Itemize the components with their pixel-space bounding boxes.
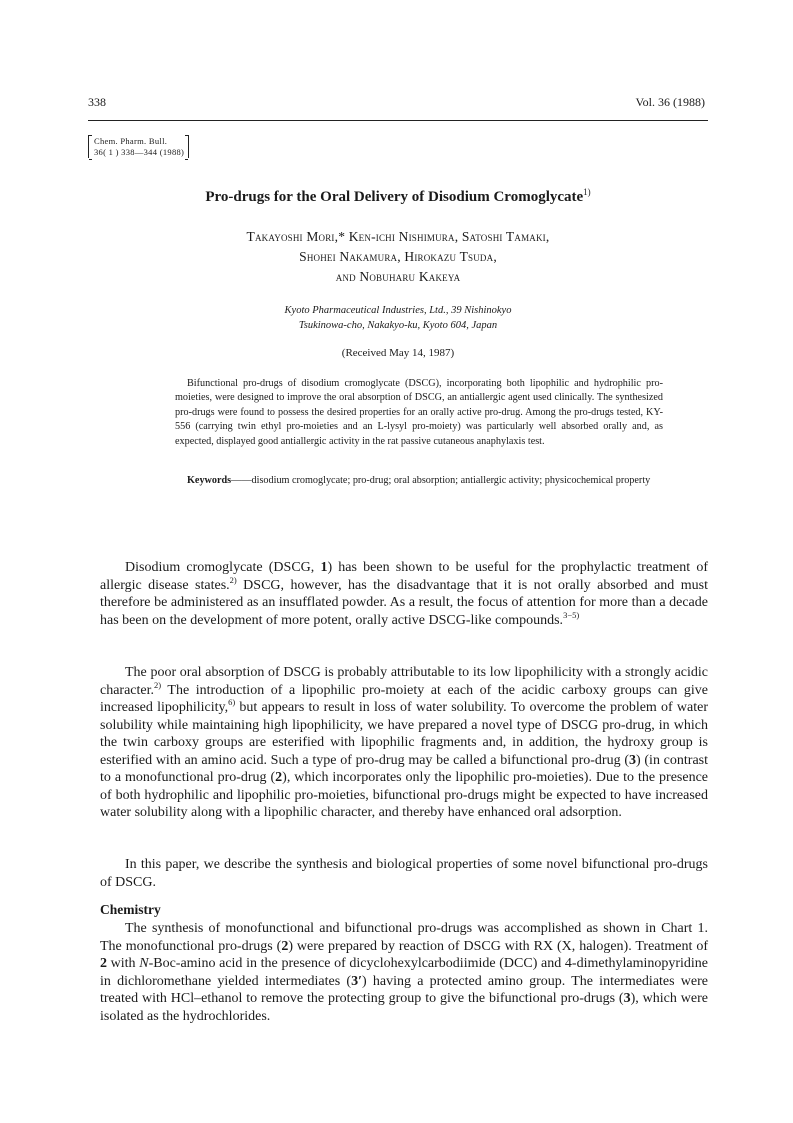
body-paragraph-4 bbox=[100, 920, 708, 1025]
compound-number: 2 bbox=[281, 938, 289, 954]
affiliation bbox=[88, 303, 708, 333]
abstract: Bifunctional pro-drugs of disodium cromoglycate (DSCG), incorporating both lipophilic and hydrophilic pro-moieties, were designed to improve the oral absorption of DSCG, an antiallergic agent used clinically. The synthesized pro-drugs were found to possess the desired properties for an orally active pro-drug. Among the pro-drugs tested, KY-556 (carrying twin ethyl pro-moieties and an L-lysyl pro-moiety) was particularly well absorbed orally and, as expected, displayed good antiallergic activity in the rat passive cutaneous anaphylaxis test. bbox=[175, 378, 663, 447]
title-text: Pro-drugs for the Oral Delivery of Disodium Cromoglycate bbox=[205, 189, 584, 205]
compound-number: 3 bbox=[623, 991, 631, 1006]
volume-label: Vol. 36 (1988) bbox=[635, 95, 705, 109]
keywords-label: Keywords bbox=[187, 475, 232, 486]
header-rule bbox=[88, 120, 708, 121]
text-run: with bbox=[107, 956, 140, 971]
page-number: 338 bbox=[88, 95, 106, 109]
reference-marker: 6) bbox=[228, 697, 236, 707]
journal-citation bbox=[88, 135, 189, 158]
affiliation-line-1: Kyoto Pharmaceutical Industries, Ltd., 39 Nishinokyo bbox=[284, 305, 512, 316]
text-run: ), which were isolated as the hydrochlorides. bbox=[100, 991, 708, 1024]
compound-number: 2 bbox=[275, 770, 283, 785]
section-heading-chemistry: Chemistry bbox=[100, 902, 161, 917]
authors-line-1: Takayoshi Mori,* Ken-ichi Nishimura, Satoshi Tamaki, bbox=[246, 229, 550, 244]
reference-marker: 3−5) bbox=[563, 609, 580, 620]
keywords-text: ——disodium cromoglycate; pro-drug; oral absorption; antiallergic activity; physicochemical property bbox=[231, 475, 651, 486]
text-run: The synthesis of monofunctional and bifunctional pro-drugs was accomplished as shown in Chart 1. The monofunctional pro-drugs ( bbox=[100, 921, 708, 954]
text-run: but appears to result in loss of water solubility. To overcome the problem of water solubility while maintaining high lipophilicity, we have prepared a novel type of DSCG pro-drug, in which the twin carboxy groups are esterified with lipophilic fragments and, in addition, the hydroxy group is esterified with an amino acid. Such a type of pro-drug may be called a bifunctional pro-drug ( bbox=[100, 700, 709, 768]
text-run: The introduction of a lipophilic pro-moiety at each of the acidic carboxy groups can give increased lipophilicity, bbox=[100, 682, 708, 715]
text-run: The poor oral absorption of DSCG is probably attributable to its low lipophilicity with a strongly acidic character. bbox=[100, 665, 708, 698]
received-date: (Received May 14, 1987) bbox=[341, 347, 455, 359]
reference-marker: 2) bbox=[229, 574, 237, 585]
body-paragraph-3: In this paper, we describe the synthesis and biological properties of some novel bifunctional pro-drugs of DSCG. bbox=[100, 857, 708, 890]
text-run: Disodium cromoglycate (DSCG, bbox=[125, 560, 321, 575]
compound-number: 1 bbox=[320, 560, 328, 575]
text-run: ) (in contrast to a monofunctional pro-drug ( bbox=[100, 752, 709, 785]
text-run: ) has been shown to be useful for the prophylactic treatment of allergic disease states. bbox=[100, 560, 708, 593]
author-list bbox=[88, 227, 708, 287]
citation-volume-pages: 36( 1 ) 338—344 (1988) bbox=[94, 147, 185, 157]
keywords bbox=[175, 474, 663, 488]
reference-marker: 2) bbox=[154, 679, 162, 690]
text-run: ) were prepared by reaction of DSCG with RX (X, halogen). Treatment of bbox=[288, 938, 709, 954]
text-run: -Boc-amino acid in the presence of dicyclohexylcarbodiimide (DCC) and 4-dimethylaminopyridine in dichloromethane yielded intermediates ( bbox=[100, 956, 708, 989]
text-run: DSCG, however, has the disadvantage that it is not orally absorbed and must therefore be administered as an insufflated powder. As a result, the focus of attention for more than a decade has been on the development of more potent, orally active DSCG-like compounds. bbox=[100, 577, 708, 628]
compound-number: 3′ bbox=[351, 973, 363, 989]
article-title bbox=[88, 187, 708, 206]
title-footnote: 1) bbox=[583, 187, 591, 197]
compound-number: 3 bbox=[629, 752, 636, 768]
body-paragraph-1 bbox=[100, 559, 708, 629]
body-paragraph-2 bbox=[100, 664, 708, 822]
text-run: ), which incorporates only the lipophilic pro-moieties). Due to the presence of both hydrophilic and lipophilic pro-moieties, bifunctional pro-drugs might be expected to have increased water solubility along with a lipophilic character, and thereby have enhanced oral adsorption. bbox=[100, 770, 708, 820]
authors-line-3: and Nobuharu Kakeya bbox=[335, 269, 461, 284]
text-run: ) having a protected amino group. The intermediates were treated with HCl–ethanol to remove the protecting group to give the bifunctional pro-drugs ( bbox=[100, 973, 708, 1006]
affiliation-line-2: Tsukinowa-cho, Nakakyo-ku, Kyoto 604, Japan bbox=[298, 320, 498, 331]
compound-number: 2 bbox=[100, 956, 107, 971]
citation-journal: Chem. Pharm. Bull. bbox=[94, 136, 168, 146]
italic-n: N bbox=[139, 956, 149, 971]
authors-line-2: Shohei Nakamura, Hirokazu Tsuda, bbox=[299, 249, 497, 264]
